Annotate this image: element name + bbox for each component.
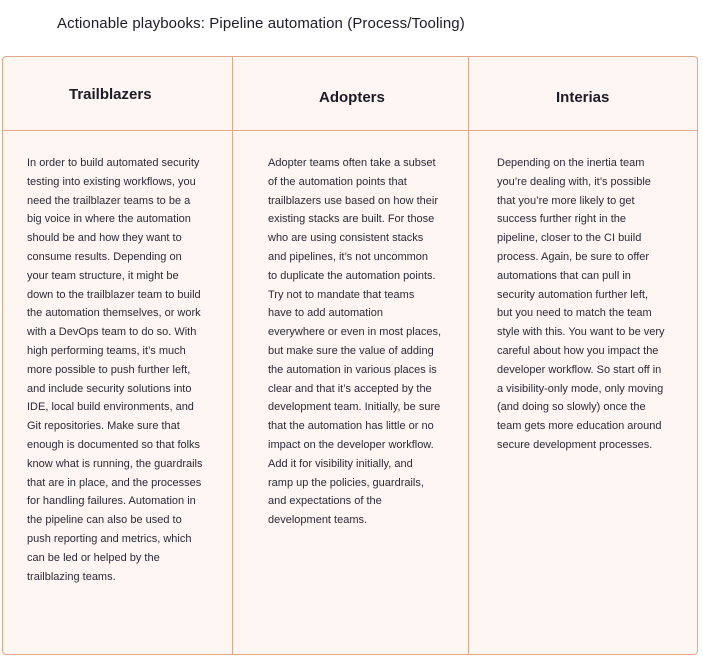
cell-text-line: trailblazers use based on how their: [268, 194, 438, 207]
cell-text-line: Add it for visibility initially, and: [268, 457, 413, 470]
cell-text-line: (and doing so slowly) once the: [497, 401, 646, 414]
column-heading-interias: Interias: [556, 89, 610, 106]
cell-text-line: team gets more education around: [497, 420, 662, 433]
cell-text-line: enough is documented so that folks: [27, 438, 201, 451]
cell-text-line: down to the trailblazer team to build: [27, 288, 201, 301]
cell-text-line: Git repositories. Make sure that: [27, 420, 180, 433]
cell-text-line: need the trailblazer teams to be a: [27, 194, 191, 207]
cell-text-line: everywhere or even in most places,: [268, 326, 442, 339]
column-divider: [468, 57, 469, 654]
cell-text-line: have to add automation: [268, 307, 383, 320]
playbook-table: [2, 56, 698, 655]
cell-text-line: can be led or helped by the: [27, 551, 160, 564]
page-title: Actionable playbooks: Pipeline automation (Process/Tooling): [57, 15, 465, 32]
cell-text-line: know what is running, the guardrails: [27, 457, 203, 470]
cell-text-line: impact on the developer workflow.: [268, 438, 434, 451]
cell-text-line: that are in place, and the processes: [27, 476, 202, 489]
cell-text-line: and pipelines, it’s not uncommon: [268, 250, 429, 263]
cell-text-line: who are using consistent stacks: [268, 232, 424, 245]
cell-text-line: your team structure, it might be: [27, 269, 179, 282]
cell-text-line: for handling failures. Automation in: [27, 495, 196, 508]
column-heading-trailblazers: Trailblazers: [69, 86, 152, 103]
cell-text-line: automations that can pull in: [497, 269, 631, 282]
cell-text-line: trailblazing teams.: [27, 570, 116, 583]
cell-text-line: careful about how you impact the: [497, 344, 659, 357]
cell-text-line: developer workflow. So start off in: [497, 363, 662, 376]
cell-text-line: that you’re more likely to get: [497, 194, 635, 207]
cell-interias: [497, 154, 695, 455]
cell-text-line: development team. Initially, be sure: [268, 401, 441, 414]
cell-text-line: to duplicate the automation points.: [268, 269, 436, 282]
cell-text-line: and expectations of the: [268, 495, 382, 508]
cell-text-line: Adopter teams often take a subset: [268, 157, 436, 169]
column-divider: [232, 57, 233, 654]
cell-text-line: the automation in various places is: [268, 363, 437, 376]
cell-text-line: development teams.: [268, 514, 368, 527]
cell-text-line: pipeline, closer to the CI build: [497, 232, 642, 245]
cell-text-line: but make sure the value of adding: [268, 344, 434, 357]
column-heading-adopters: Adopters: [319, 89, 385, 106]
cell-text-line: In order to build automated security: [27, 157, 200, 169]
cell-text-line: style with this. You want to be very: [497, 326, 665, 339]
cell-text-line: success further right in the: [497, 213, 627, 226]
cell-text-line: of the automation points that: [268, 175, 407, 188]
cell-text-line: and include security solutions into: [27, 382, 192, 395]
cell-text-line: but you need to match the team: [497, 307, 652, 320]
table-header-row: [3, 57, 697, 131]
cell-text-line: secure development processes.: [497, 438, 653, 451]
cell-text-line: high performing teams, it’s much: [27, 344, 186, 357]
cell-text-line: you’re dealing with, it’s possible: [497, 175, 651, 188]
cell-text-line: ramp up the policies, guardrails,: [268, 476, 424, 489]
cell-text-line: clear and that it’s accepted by the: [268, 382, 432, 395]
cell-text-line: push reporting and metrics, which: [27, 532, 192, 545]
cell-text-line: that the automation has little or no: [268, 420, 434, 433]
cell-text-line: big voice in where the automation: [27, 213, 191, 226]
cell-text-line: a visibility-only mode, only moving: [497, 382, 664, 395]
cell-text-line: should be and how they want to: [27, 232, 182, 245]
cell-text-line: the pipeline can also be used to: [27, 514, 182, 527]
cell-text-line: more possible to push further left,: [27, 363, 191, 376]
cell-text-line: process. Again, be sure to offer: [497, 250, 650, 263]
cell-adopters: [268, 154, 466, 530]
cell-text-line: security automation further left,: [497, 288, 649, 301]
cell-text-line: Depending on the inertia team: [497, 157, 645, 169]
cell-text-line: testing into existing workflows, you: [27, 175, 196, 188]
cell-text-line: existing stacks are built. For those: [268, 213, 435, 226]
cell-text-line: Try not to mandate that teams: [268, 288, 415, 301]
cell-text-line: consume results. Depending on: [27, 250, 182, 263]
cell-text-line: IDE, local build environments, and: [27, 401, 194, 414]
cell-text-line: the automation themselves, or work: [27, 307, 201, 320]
cell-trailblazers: [27, 154, 227, 586]
cell-text-line: with a DevOps team to do so. With: [27, 326, 197, 339]
